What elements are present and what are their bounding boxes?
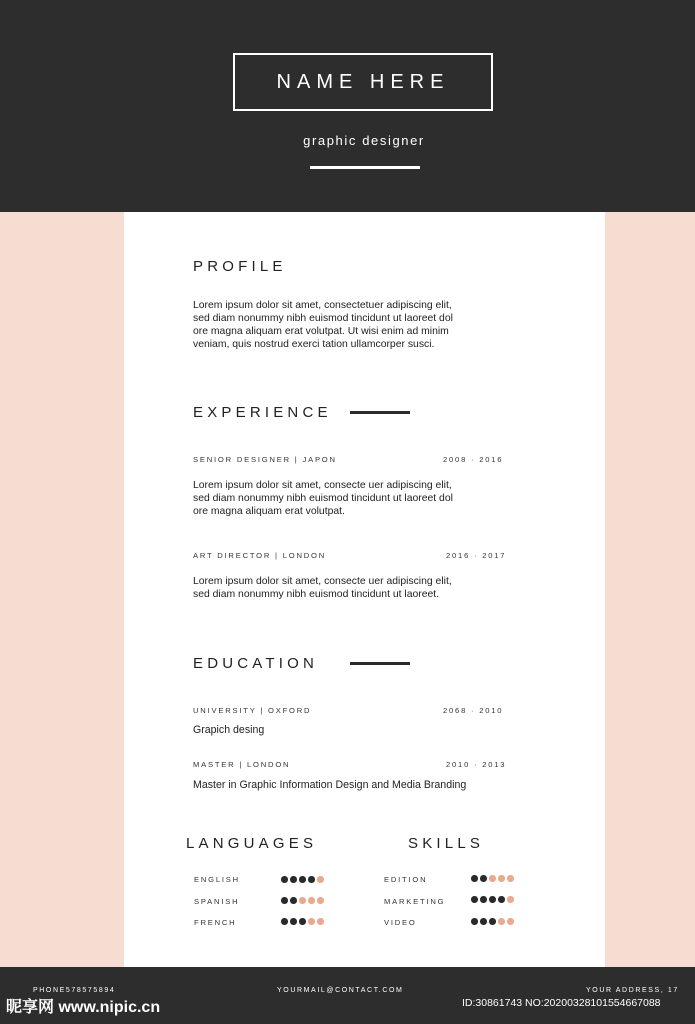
language-rating — [281, 876, 324, 883]
rating-dot-filled — [299, 876, 306, 883]
rating-dot-filled — [281, 897, 288, 904]
rating-dot-filled — [299, 918, 306, 925]
job-position: ART DIRECTOR | LONDON — [193, 551, 327, 560]
skill-rating — [471, 896, 514, 903]
education-divider — [350, 662, 410, 665]
language-label: ENGLISH — [194, 875, 240, 884]
footer-email: YOURMAIL@CONTACT.COM — [277, 987, 404, 994]
languages-heading: LANGUAGES — [186, 835, 318, 852]
language-rating — [281, 897, 324, 904]
education-heading: EDUCATION — [193, 655, 319, 672]
rating-dot-filled — [498, 896, 505, 903]
education-years: 2010 · 2013 — [446, 760, 507, 769]
rating-dot-filled — [480, 918, 487, 925]
profile-heading: PROFILE — [193, 258, 287, 275]
rating-dot-filled — [489, 896, 496, 903]
rating-dot-filled — [471, 918, 478, 925]
job-years: 2016 · 2017 — [446, 551, 507, 560]
language-label: SPANISH — [194, 897, 240, 906]
rating-dot-filled — [290, 897, 297, 904]
rating-dot-empty — [299, 897, 306, 904]
job-position: SENIOR DESIGNER | JAPON — [193, 455, 337, 464]
job-years: 2008 · 2016 — [443, 455, 504, 464]
rating-dot-filled — [290, 918, 297, 925]
rating-dot-empty — [317, 918, 324, 925]
rating-dot-filled — [480, 896, 487, 903]
education-degree: Master in Graphic Information Design and Media Branding — [193, 779, 467, 791]
name-title: NAME HERE — [233, 53, 493, 111]
skill-label: VIDEO — [384, 918, 417, 927]
language-label: FRENCH — [194, 918, 237, 927]
language-rating — [281, 918, 324, 925]
experience-heading: EXPERIENCE — [193, 404, 332, 421]
rating-dot-empty — [489, 875, 496, 882]
rating-dot-filled — [489, 918, 496, 925]
skills-heading: SKILLS — [408, 835, 485, 852]
rating-dot-filled — [471, 896, 478, 903]
rating-dot-filled — [471, 875, 478, 882]
skill-label: EDITION — [384, 875, 428, 884]
role-subtitle: graphic designer — [303, 133, 425, 148]
rating-dot-empty — [308, 918, 315, 925]
skill-rating — [471, 875, 514, 882]
job-description: Lorem ipsum dolor sit amet, consecte uer adipiscing elit, sed diam nonummy nibh euismod tincidunt ut laoreet dol ore magna aliquam erat volutpat. — [193, 480, 453, 517]
rating-dot-empty — [498, 918, 505, 925]
footer-address: YOUR ADDRESS, 17 — [586, 987, 679, 994]
education-degree: Grapich desing — [193, 724, 265, 736]
skill-label: MARKETING — [384, 897, 446, 906]
education-school: MASTER | LONDON — [193, 760, 291, 769]
rating-dot-empty — [498, 875, 505, 882]
profile-text: Lorem ipsum dolor sit amet, consectetuer adipiscing elit, sed diam nonummy nibh euismod tincidunt ut laoreet dol ore magna aliquam erat volutpat. Ut wisi enim ad minim veniam, quis nostrud exerci tation ullamcorper susci. — [193, 300, 453, 350]
education-school: UNIVERSITY | OXFORD — [193, 706, 312, 715]
job-description: Lorem ipsum dolor sit amet, consecte uer adipiscing elit, sed diam nonummy nibh euismod tincidunt ut laoreet. — [193, 576, 452, 600]
footer-phone: PHONE578575894 — [33, 987, 116, 994]
rating-dot-filled — [308, 876, 315, 883]
rating-dot-empty — [507, 896, 514, 903]
rating-dot-filled — [281, 918, 288, 925]
rating-dot-filled — [290, 876, 297, 883]
role-underline — [310, 166, 420, 169]
rating-dot-empty — [507, 918, 514, 925]
watermark-id: ID:30861743 NO:20200328101554667088 — [462, 997, 661, 1009]
skill-rating — [471, 918, 514, 925]
education-years: 2068 · 2010 — [443, 706, 504, 715]
rating-dot-empty — [507, 875, 514, 882]
rating-dot-empty — [308, 897, 315, 904]
rating-dot-empty — [317, 876, 324, 883]
rating-dot-filled — [480, 875, 487, 882]
watermark-site: 昵享网 www.nipic.cn — [6, 999, 161, 1016]
rating-dot-filled — [281, 876, 288, 883]
experience-divider — [350, 411, 410, 414]
rating-dot-empty — [317, 897, 324, 904]
